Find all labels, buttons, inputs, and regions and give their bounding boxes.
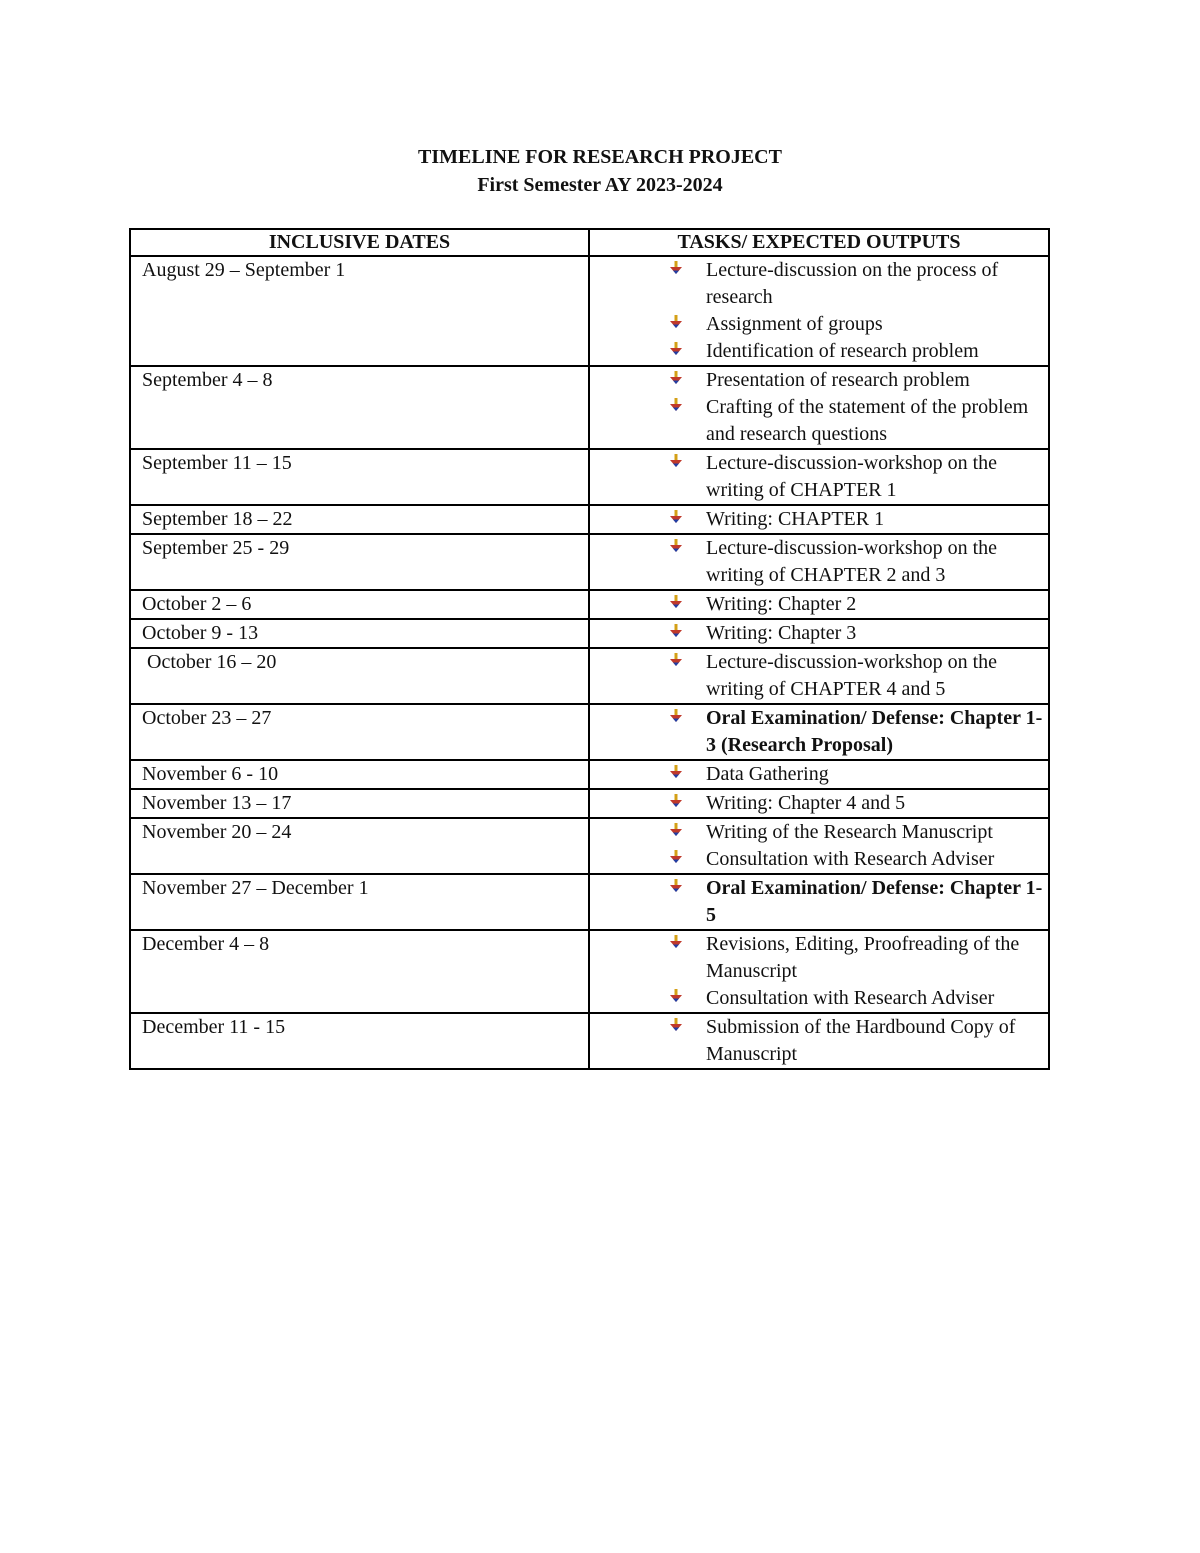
arrow-down-bullet-icon — [670, 935, 682, 949]
table-row — [130, 619, 1049, 648]
date-cell: November 20 – 24 — [130, 818, 589, 874]
task-text: Presentation of research problem — [706, 369, 970, 391]
task-item — [668, 875, 1048, 929]
task-text: Oral Examination/ Defense: Chapter 1-3 (Research Proposal) — [706, 707, 1043, 756]
document-subtitle: First Semester AY 2023-2024 — [477, 174, 723, 196]
task-list — [590, 875, 1048, 929]
timeline-table — [129, 228, 1050, 1070]
task-item — [668, 620, 1048, 647]
task-text: Lecture-discussion-workshop on the writing of CHAPTER 1 — [706, 452, 998, 501]
arrow-down-bullet-icon — [670, 315, 682, 329]
arrow-down-bullet-icon — [670, 371, 682, 385]
arrow-down-bullet-icon — [670, 794, 682, 808]
table-row — [130, 704, 1049, 760]
arrow-down-bullet-icon — [670, 879, 682, 893]
tasks-cell — [589, 256, 1049, 366]
arrow-down-bullet-icon — [670, 765, 682, 779]
task-text: Identification of research problem — [706, 340, 979, 362]
document-header — [0, 143, 1200, 199]
task-item — [668, 394, 1048, 448]
task-item — [668, 705, 1048, 759]
task-item — [668, 257, 1048, 311]
arrow-down-bullet-icon — [670, 709, 682, 723]
date-cell: October 23 – 27 — [130, 704, 589, 760]
task-item — [668, 819, 1048, 846]
date-cell: November 6 - 10 — [130, 760, 589, 789]
task-item — [668, 761, 1048, 788]
arrow-down-bullet-icon — [670, 850, 682, 864]
task-item — [668, 338, 1048, 365]
tasks-cell — [589, 818, 1049, 874]
task-text: Lecture-discussion-workshop on the writing of CHAPTER 2 and 3 — [706, 537, 998, 586]
task-list — [590, 819, 1048, 873]
task-text: Data Gathering — [706, 763, 829, 785]
tasks-cell — [589, 366, 1049, 449]
task-text: Consultation with Research Adviser — [706, 987, 995, 1009]
column-header-dates: INCLUSIVE DATES — [130, 229, 589, 256]
date-cell: September 4 – 8 — [130, 366, 589, 449]
arrow-down-bullet-icon — [670, 1018, 682, 1032]
task-text: Writing of the Research Manuscript — [706, 821, 993, 843]
table-row — [130, 366, 1049, 449]
task-item — [668, 846, 1048, 873]
arrow-down-bullet-icon — [670, 989, 682, 1003]
arrow-down-bullet-icon — [670, 539, 682, 553]
task-item — [668, 790, 1048, 817]
table-row — [130, 1013, 1049, 1069]
arrow-down-bullet-icon — [670, 454, 682, 468]
task-list — [590, 649, 1048, 703]
tasks-cell — [589, 505, 1049, 534]
task-item — [668, 931, 1048, 985]
task-item — [668, 535, 1048, 589]
task-list — [590, 931, 1048, 1012]
table-row — [130, 648, 1049, 704]
task-text: Submission of the Hardbound Copy of Manuscript — [706, 1016, 1016, 1065]
table-header-row — [130, 229, 1049, 256]
task-text: Writing: Chapter 3 — [706, 622, 857, 644]
date-cell: September 25 - 29 — [130, 534, 589, 590]
task-item — [668, 985, 1048, 1012]
task-text: Assignment of groups — [706, 313, 883, 335]
table-row — [130, 534, 1049, 590]
document-title: TIMELINE FOR RESEARCH PROJECT — [418, 146, 782, 168]
tasks-cell — [589, 704, 1049, 760]
arrow-down-bullet-icon — [670, 624, 682, 638]
arrow-down-bullet-icon — [670, 595, 682, 609]
arrow-down-bullet-icon — [670, 510, 682, 524]
task-list — [590, 450, 1048, 504]
tasks-cell — [589, 590, 1049, 619]
task-list — [590, 761, 1048, 788]
table-row — [130, 930, 1049, 1013]
date-cell: October 16 – 20 — [130, 648, 589, 704]
table-row — [130, 449, 1049, 505]
tasks-cell — [589, 930, 1049, 1013]
table-row — [130, 505, 1049, 534]
table-row — [130, 256, 1049, 366]
arrow-down-bullet-icon — [670, 653, 682, 667]
tasks-cell — [589, 534, 1049, 590]
tasks-cell — [589, 619, 1049, 648]
tasks-cell — [589, 789, 1049, 818]
table-row — [130, 874, 1049, 930]
arrow-down-bullet-icon — [670, 261, 682, 275]
date-cell: October 2 – 6 — [130, 590, 589, 619]
date-cell: December 11 - 15 — [130, 1013, 589, 1069]
task-text: Writing: CHAPTER 1 — [706, 508, 885, 530]
task-list — [590, 257, 1048, 365]
task-list — [590, 620, 1048, 647]
tasks-cell — [589, 449, 1049, 505]
timeline-body — [130, 256, 1049, 1069]
date-cell: November 13 – 17 — [130, 789, 589, 818]
task-item — [668, 649, 1048, 703]
task-item — [668, 591, 1048, 618]
task-item — [668, 506, 1048, 533]
task-list — [590, 535, 1048, 589]
task-text: Crafting of the statement of the problem and research questions — [706, 396, 1029, 445]
task-item — [668, 367, 1048, 394]
tasks-cell — [589, 648, 1049, 704]
date-cell: November 27 – December 1 — [130, 874, 589, 930]
task-list — [590, 591, 1048, 618]
arrow-down-bullet-icon — [670, 823, 682, 837]
table-row — [130, 760, 1049, 789]
task-text: Writing: Chapter 4 and 5 — [706, 792, 906, 814]
date-cell: August 29 – September 1 — [130, 256, 589, 366]
task-list — [590, 1014, 1048, 1068]
task-list — [590, 790, 1048, 817]
task-item — [668, 311, 1048, 338]
task-list — [590, 506, 1048, 533]
task-text: Oral Examination/ Defense: Chapter 1-5 — [706, 877, 1043, 926]
arrow-down-bullet-icon — [670, 342, 682, 356]
task-list — [590, 367, 1048, 448]
task-text: Consultation with Research Adviser — [706, 848, 995, 870]
task-item — [668, 1014, 1048, 1068]
tasks-cell — [589, 1013, 1049, 1069]
date-cell: October 9 - 13 — [130, 619, 589, 648]
date-cell: December 4 – 8 — [130, 930, 589, 1013]
task-text: Lecture-discussion on the process of research — [706, 259, 999, 308]
table-row — [130, 818, 1049, 874]
table-row — [130, 590, 1049, 619]
date-cell: September 18 – 22 — [130, 505, 589, 534]
column-header-tasks: TASKS/ EXPECTED OUTPUTS — [589, 229, 1049, 256]
task-text: Lecture-discussion-workshop on the writing of CHAPTER 4 and 5 — [706, 651, 998, 700]
date-cell: September 11 – 15 — [130, 449, 589, 505]
tasks-cell — [589, 760, 1049, 789]
task-text: Writing: Chapter 2 — [706, 593, 857, 615]
table-row — [130, 789, 1049, 818]
task-list — [590, 705, 1048, 759]
task-item — [668, 450, 1048, 504]
arrow-down-bullet-icon — [670, 398, 682, 412]
tasks-cell — [589, 874, 1049, 930]
task-text: Revisions, Editing, Proofreading of the Manuscript — [706, 933, 1020, 982]
